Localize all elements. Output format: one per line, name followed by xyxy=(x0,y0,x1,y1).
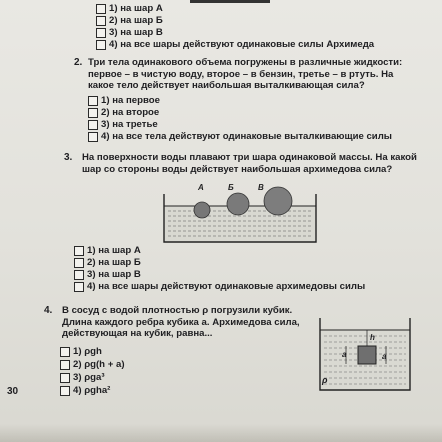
label-a-right: a xyxy=(382,352,387,361)
cube-in-water-figure xyxy=(316,316,416,394)
checkbox[interactable] xyxy=(96,40,106,50)
checkbox[interactable] xyxy=(74,282,84,292)
checkbox[interactable] xyxy=(60,386,70,396)
top-rule xyxy=(190,0,270,3)
q4-option-1[interactable]: 1) ρgh xyxy=(60,346,102,357)
q4-option-2[interactable]: 2) ρg(h + a) xyxy=(60,359,125,370)
label-h: h xyxy=(370,333,375,342)
checkbox[interactable] xyxy=(96,4,106,14)
q2-option-1[interactable]: 1) на первое xyxy=(88,95,160,106)
checkbox[interactable] xyxy=(60,373,70,383)
ball-label-b: Б xyxy=(228,183,234,192)
q1-option-2[interactable]: 2) на шар Б xyxy=(96,15,163,26)
q3-option-4[interactable]: 4) на все шары действуют одинаковые архимедовы силы xyxy=(74,281,365,292)
ball-c xyxy=(264,187,292,215)
checkbox[interactable] xyxy=(96,16,106,26)
ball-label-a: А xyxy=(198,183,204,192)
ball-label-c: В xyxy=(258,183,264,192)
checkbox[interactable] xyxy=(60,360,70,370)
q1-option-3[interactable]: 3) на шар В xyxy=(96,27,163,38)
checkbox[interactable] xyxy=(74,258,84,268)
checkbox[interactable] xyxy=(88,96,98,106)
ball-a xyxy=(194,202,210,218)
checkbox[interactable] xyxy=(88,108,98,118)
checkbox[interactable] xyxy=(96,28,106,38)
checkbox[interactable] xyxy=(88,132,98,142)
label-rho: ρ xyxy=(322,375,328,385)
q1-option-4[interactable]: 4) на все шары действуют одинаковые силы Архимеда xyxy=(96,39,374,50)
q4-text: В сосуд с водой плотностью ρ погрузили кубик. Длина каждого ребра кубика a. Архимедова сила, действующая на кубик, равна... xyxy=(62,305,300,339)
q2-option-2[interactable]: 2) на второе xyxy=(88,107,159,118)
floating-balls-figure xyxy=(160,180,320,246)
ball-b xyxy=(227,193,249,215)
q2-option-4[interactable]: 4) на все тела действуют одинаковые выталкивающие силы xyxy=(88,131,392,142)
q3-number: 3. xyxy=(64,152,73,163)
q2-option-3[interactable]: 3) на третье xyxy=(88,119,158,130)
q4-option-3[interactable]: 3) ρga³ xyxy=(60,372,105,383)
checkbox[interactable] xyxy=(88,120,98,130)
q4-number: 4. xyxy=(44,305,53,316)
q3-text: На поверхности воды плавают три шара одинаковой массы. На какой шар со стороны воды действует наибольшая архимедова сила? xyxy=(82,152,417,175)
q2-number: 2. xyxy=(74,57,83,68)
q3-option-3[interactable]: 3) на шар В xyxy=(74,269,141,280)
checkbox[interactable] xyxy=(74,270,84,280)
q3-option-1[interactable]: 1) на шар А xyxy=(74,245,141,256)
checkbox[interactable] xyxy=(74,246,84,256)
q4-option-4[interactable]: 4) ρgha² xyxy=(60,385,110,396)
q3-option-2[interactable]: 2) на шар Б xyxy=(74,257,141,268)
page-number: 30 xyxy=(7,386,19,397)
cube xyxy=(358,346,376,364)
q1-option-1[interactable]: 1) на шар А xyxy=(96,3,163,14)
q2-text: Три тела одинакового объема погружены в различные жидкости: первое – в чистую воду, второе – в бензин, третье – в ртуть. На какое тело действует наибольшая выталкивающая сила? xyxy=(88,57,403,91)
checkbox[interactable] xyxy=(60,347,70,357)
label-a-left: a xyxy=(342,350,347,359)
